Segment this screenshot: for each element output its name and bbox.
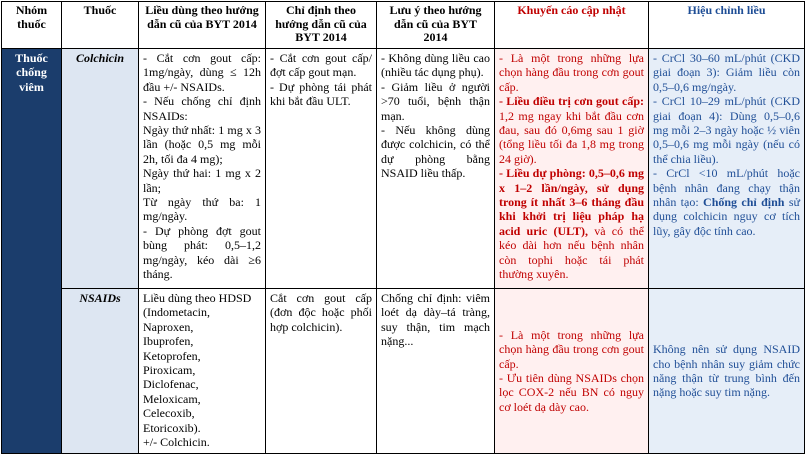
adjustment-line: - CrCl 10–29 mL/phút (CKD giai đoạn 4): Dùng 0,5–0,6 mg mỗi 2–3 ngày hoặc ½ viên 0,5–0,6 mg mỗi ngày (nếu có thể chia liều). [653, 94, 800, 166]
dosage-line: - Nếu chống chỉ định NSAIDs: [143, 94, 261, 123]
header-group: Nhóm thuốc [2, 2, 62, 49]
dosage-line: - Dự phòng đợt gout bùng phát: 0,5–1,2 mg/ngày, kéo dài ≥6 tháng. [143, 223, 261, 282]
dosage-line: Meloxicam, [143, 391, 201, 406]
dosage-old-colchicin [139, 49, 266, 289]
header-dosage-old: Liều dùng theo hướng dẫn cũ của BYT 2014 [139, 2, 266, 49]
recommendation-line: - Là một trong những lựa chọn hàng đầu trong cơn gout cấp. [499, 51, 644, 94]
dosage-line: Ngày thứ nhất: 1 mg x 3 lần (hoặc 0,5 mg mỗi 2h, tối đa 4 mg); [143, 123, 261, 166]
recommendation-emphasis: - Liều điều trị cơn gout cấp: [499, 94, 644, 109]
adjustment-line [653, 166, 800, 238]
dosage-old-nsaids [139, 289, 266, 454]
note-line: - Giảm liều ở người >70 tuổi, bệnh thận mạn. [381, 79, 490, 123]
updated-recommendation-nsaids [495, 289, 649, 454]
indication-old-nsaids: Cắt cơn gout cấp (đơn độc hoặc phối hợp colchicin). [266, 289, 377, 454]
note-line: - Nếu không dùng được colchicin, có thể dự phòng bằng NSAID liều thấp. [381, 123, 490, 181]
adjustment-text: - CrCl <10 mL/phút hoặc bệnh nhân đang chạy thận nhân tạo: [653, 166, 800, 210]
dosage-line: - Cắt cơn gout cấp: 1mg/ngày, dùng ≤ 12h đầu +/- NSAIDs. [143, 51, 261, 94]
group-cell: Thuốc chống viêm [2, 49, 62, 454]
adjustment-line: - CrCl 30–60 mL/phút (CKD giai đoạn 3): Giảm liều còn 0,5–0,6 mg/ngày. [653, 51, 800, 94]
dosage-line: Ngày thứ hai: 1 mg x 2 lần; [143, 166, 261, 195]
recommendation-line: - Là một trong những lựa chọn hàng đầu trong cơn gout cấp. [499, 327, 644, 371]
recommendation-line: - Ưu tiên dùng NSAIDs chọn lọc COX-2 nếu BN có nguy cơ loét dạ dày cao. [499, 371, 644, 414]
indication-line: - Cắt cơn gout cấp/đợt cấp gout mạn. [270, 51, 372, 80]
notes-old-nsaids: Chống chỉ định: viêm loét dạ dày–tá tràng, suy thận, tim mạch nặng... [377, 289, 495, 454]
header-updated-recommendation: Khuyến cáo cập nhật [495, 2, 649, 49]
dosage-line: Naproxen, [143, 319, 194, 334]
recommendation-text: 1,2 mg ngay khi bắt đầu cơn đau, sau đó 0,6mg sau 1 giờ (tổng liều tối đa 1,8 mg trong 24 giờ). [499, 108, 644, 166]
recommendation-emphasis: - Liều dự phòng: 0,5–0,6 mg x 1–2 lần/ngày, sử dụng trong ít nhất 3–6 tháng đầu khi khởi trị liệu pháp hạ acid uric (ULT), [499, 166, 644, 238]
dosage-line: Ketoprofen, [143, 348, 201, 363]
dosage-line: Diclofenac, [143, 377, 199, 392]
updated-recommendation-colchicin [495, 49, 649, 289]
dosage-line: +/- Colchicin. [143, 435, 210, 450]
adjustment-text: sử dụng colchicin nguy cơ tích lũy, gây độc tính cao. [653, 195, 800, 238]
dosage-line: Liều dùng theo HDSD (Indometacin, [143, 291, 252, 320]
header-drug: Thuốc [62, 2, 139, 49]
dose-adjustment-colchicin [649, 49, 805, 289]
drug-name-nsaids: NSAIDs [62, 289, 139, 454]
dosage-line: Celecoxib, [143, 406, 195, 421]
recommendation-text: và có thể kéo dài hơn nếu bệnh nhân còn tophi hoặc tái phát thường xuyên. [499, 223, 645, 282]
adjustment-emphasis: Chống chỉ định [703, 195, 785, 210]
note-line: - Không dùng liều cao (nhiều tác dụng phụ). [381, 51, 490, 80]
dosage-line: Ibuprofen, [143, 334, 194, 349]
notes-old-colchicin [377, 49, 495, 289]
table-row-nsaids [2, 289, 805, 454]
dose-adjustment-nsaids: Không nên sử dụng NSAID cho bệnh nhân suy giảm chức năng thận từ trung bình đến nặng hoặc suy tim nặng. [649, 289, 805, 454]
table-row-colchicin [2, 49, 805, 289]
recommendation-line [499, 166, 644, 281]
drug-comparison-table [1, 1, 805, 454]
dosage-line: Piroxicam, [143, 363, 196, 378]
header-notes-old: Lưu ý theo hướng dẫn cũ của BYT 2014 [377, 2, 495, 49]
drug-name-colchicin: Colchicin [62, 49, 139, 289]
header-dose-adjustment: Hiệu chỉnh liều [649, 2, 805, 49]
dosage-line: Etoricoxib). [143, 420, 201, 435]
header-row [2, 2, 805, 49]
header-indication-old: Chỉ định theo hướng dẫn cũ của BYT 2014 [266, 2, 377, 49]
indication-line: - Dự phòng tái phát khi bắt đầu ULT. [270, 79, 372, 109]
recommendation-line [499, 94, 644, 166]
dosage-line: Từ ngày thứ ba: 1 mg/ngày. [143, 195, 261, 224]
indication-old-colchicin [266, 49, 377, 289]
